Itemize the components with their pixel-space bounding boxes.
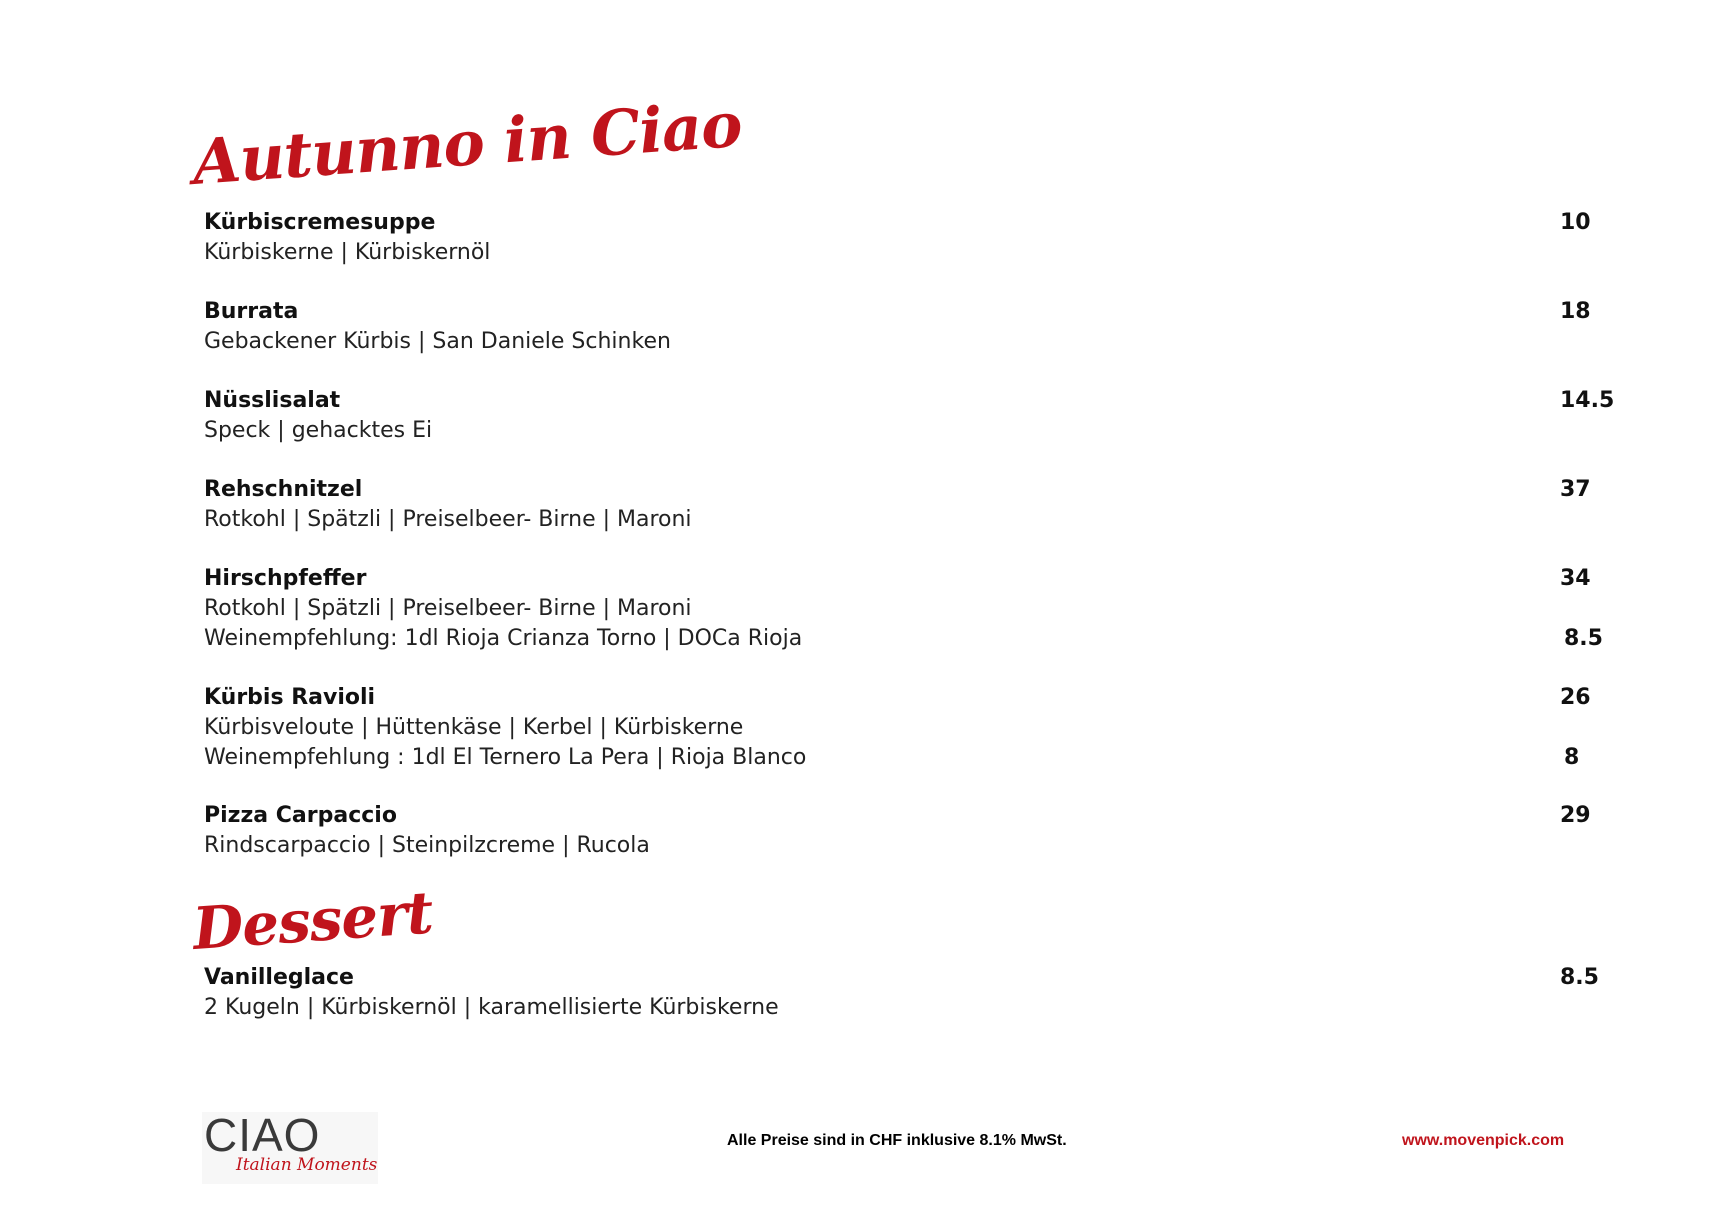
item-name: Kürbiscremesuppe	[204, 210, 436, 235]
menu-item	[204, 564, 1604, 654]
item-name: Hirschpfeffer	[204, 566, 367, 591]
section-title-dessert: Dessert	[190, 878, 435, 963]
item-description: 2 Kugeln | Kürbiskernöl | karamellisierte Kürbiskerne	[204, 995, 779, 1020]
ciao-logo	[202, 1109, 378, 1184]
menu-item	[204, 475, 1604, 535]
item-name: Burrata	[204, 299, 299, 324]
logo-wordmark: CIAO	[204, 1109, 321, 1161]
item-description: Speck | gehacktes Ei	[204, 418, 433, 443]
logo-tagline: Italian Moments	[236, 1155, 378, 1175]
wine-price: 8.5	[1564, 626, 1603, 651]
item-price: 10	[1560, 210, 1591, 235]
item-description: Rotkohl | Spätzli | Preiselbeer- Birne | Maroni	[204, 507, 692, 532]
item-name: Nüsslisalat	[204, 388, 341, 413]
item-price: 14.5	[1560, 388, 1615, 413]
item-name: Rehschnitzel	[204, 477, 363, 502]
menu-item	[204, 386, 1615, 446]
item-name: Pizza Carpaccio	[204, 803, 397, 828]
section-title-autunno: Autunno in Ciao	[190, 87, 744, 199]
item-description: Kürbisveloute | Hüttenkäse | Kerbel | Kürbiskerne	[204, 715, 744, 740]
item-price: 37	[1560, 477, 1591, 502]
menu-item	[204, 297, 1604, 357]
price-note: Alle Preise sind in CHF inklusive 8.1% MwSt.	[727, 1132, 1067, 1149]
item-name: Vanilleglace	[204, 965, 354, 990]
menu-item	[204, 963, 1604, 1023]
item-price: 34	[1560, 566, 1591, 591]
item-price: 29	[1560, 803, 1591, 828]
wine-price: 8	[1564, 745, 1580, 770]
menu-item	[204, 801, 1604, 861]
item-description: Rindscarpaccio | Steinpilzcreme | Rucola	[204, 833, 650, 858]
wine-recommendation: Weinempfehlung : 1dl El Ternero La Pera | Rioja Blanco	[204, 745, 807, 770]
menu-item	[204, 683, 1604, 773]
item-description: Gebackener Kürbis | San Daniele Schinken	[204, 329, 671, 354]
wine-recommendation: Weinempfehlung: 1dl Rioja Crianza Torno | DOCa Rioja	[204, 626, 803, 651]
item-description: Kürbiskerne | Kürbiskernöl	[204, 240, 491, 265]
website-link[interactable]: www.movenpick.com	[1402, 1132, 1565, 1149]
menu-item	[204, 208, 1604, 268]
item-name: Kürbis Ravioli	[204, 685, 376, 710]
item-price: 18	[1560, 299, 1591, 324]
item-price: 26	[1560, 685, 1591, 710]
item-price: 8.5	[1560, 965, 1599, 990]
item-description: Rotkohl | Spätzli | Preiselbeer- Birne | Maroni	[204, 596, 692, 621]
